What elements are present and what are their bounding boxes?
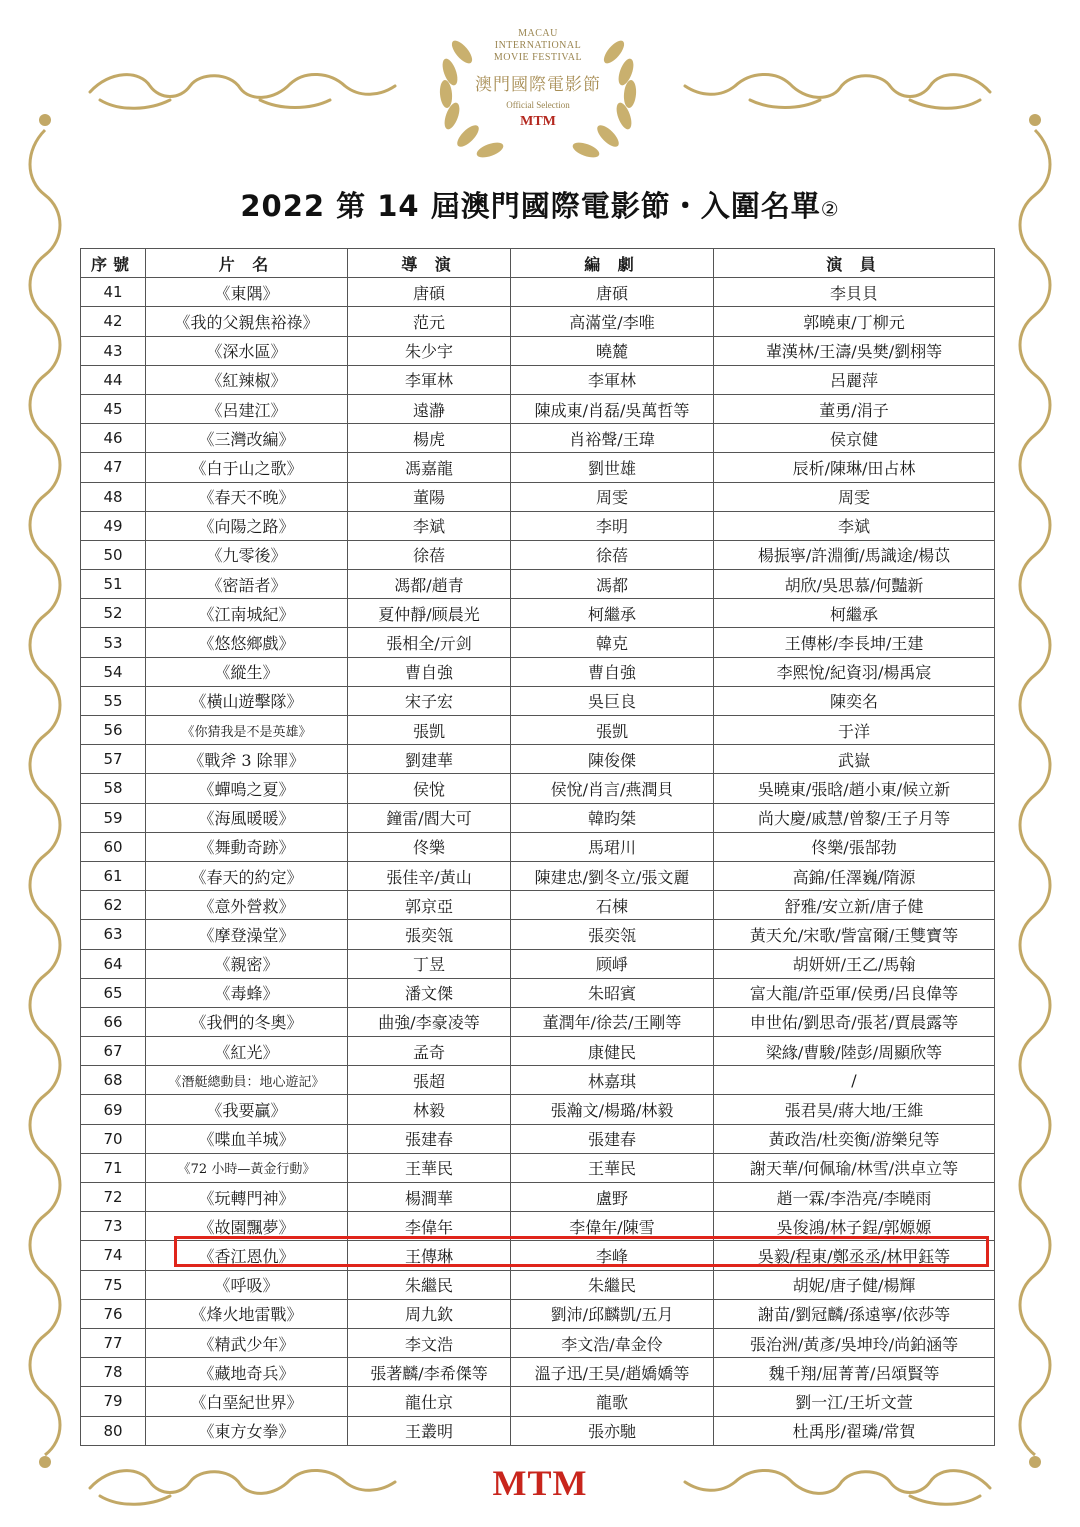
cell-number: 66 xyxy=(81,1007,146,1036)
cell-film-title: 《悠悠鄉戲》 xyxy=(146,628,348,657)
cell-number: 48 xyxy=(81,482,146,511)
table-row xyxy=(81,1007,995,1036)
cell-cast: 舒雅/安立新/唐子健 xyxy=(714,891,995,920)
cell-cast: 胡妍妍/王乙/馬翰 xyxy=(714,949,995,978)
table-row xyxy=(81,949,995,978)
cell-director: 徐蓓 xyxy=(348,540,511,569)
cell-cast: 呂麗萍 xyxy=(714,365,995,394)
cell-number: 56 xyxy=(81,716,146,745)
cell-screenwriter: 吳巨良 xyxy=(511,686,714,715)
cell-screenwriter: 康健民 xyxy=(511,1037,714,1066)
cell-director: 林毅 xyxy=(348,1095,511,1124)
cell-screenwriter: 朱繼民 xyxy=(511,1270,714,1299)
table-row xyxy=(81,745,995,774)
cell-screenwriter: 曉麓 xyxy=(511,336,714,365)
cell-director: 張超 xyxy=(348,1066,511,1095)
cell-screenwriter: 盧野 xyxy=(511,1183,714,1212)
table-row xyxy=(81,1328,995,1357)
table-row xyxy=(81,716,995,745)
cell-number: 52 xyxy=(81,599,146,628)
cell-film-title: 《深水區》 xyxy=(146,336,348,365)
table-row xyxy=(81,803,995,832)
cell-cast: 黃天允/宋歌/訾富爾/王雙寶等 xyxy=(714,920,995,949)
cell-number: 79 xyxy=(81,1387,146,1416)
cell-film-title: 《我的父親焦裕祿》 xyxy=(146,307,348,336)
cell-number: 67 xyxy=(81,1037,146,1066)
cell-film-title: 《密語者》 xyxy=(146,570,348,599)
cell-film-title: 《舞動奇跡》 xyxy=(146,832,348,861)
cell-film-title: 《意外營救》 xyxy=(146,891,348,920)
cell-director: 張凱 xyxy=(348,716,511,745)
cell-number: 78 xyxy=(81,1358,146,1387)
festival-logo xyxy=(428,12,648,162)
cell-director: 張奕瓴 xyxy=(348,920,511,949)
table-row xyxy=(81,482,995,511)
cell-film-title: 《九零後》 xyxy=(146,540,348,569)
cell-film-title: 《72 小時—黃金行動》 xyxy=(146,1153,348,1182)
cell-screenwriter: 陳俊傑 xyxy=(511,745,714,774)
cell-cast: 謝苗/劉冠麟/孫遠寧/依莎等 xyxy=(714,1299,995,1328)
header-film-title: 片 名 xyxy=(146,249,348,278)
cell-film-title: 《呂建江》 xyxy=(146,394,348,423)
cell-cast: 富大龍/許亞軍/侯勇/呂良偉等 xyxy=(714,978,995,1007)
cell-number: 64 xyxy=(81,949,146,978)
cell-cast: 黃政浩/杜奕衡/游樂兒等 xyxy=(714,1124,995,1153)
cell-cast: 梁緣/曹駿/陸彭/周顯欣等 xyxy=(714,1037,995,1066)
cell-film-title: 《向陽之路》 xyxy=(146,511,348,540)
cell-film-title: 《毒蜂》 xyxy=(146,978,348,1007)
cell-cast: 于洋 xyxy=(714,716,995,745)
header-director: 導 演 xyxy=(348,249,511,278)
cell-film-title: 《戰斧 3 除罪》 xyxy=(146,745,348,774)
table-row xyxy=(81,570,995,599)
cell-director: 楊澗華 xyxy=(348,1183,511,1212)
table-row xyxy=(81,1037,995,1066)
cell-screenwriter: 張凱 xyxy=(511,716,714,745)
cell-screenwriter: 張亦馳 xyxy=(511,1416,714,1445)
cell-number: 80 xyxy=(81,1416,146,1445)
table-row xyxy=(81,1153,995,1182)
cell-cast: 吳曉東/張晗/趙小東/候立新 xyxy=(714,774,995,803)
cell-number: 42 xyxy=(81,307,146,336)
cell-film-title: 《江南城紀》 xyxy=(146,599,348,628)
table-row xyxy=(81,920,995,949)
cell-screenwriter: 朱昭賓 xyxy=(511,978,714,1007)
cell-film-title: 《東方女拳》 xyxy=(146,1416,348,1445)
cell-director: 曲強/李豪凌等 xyxy=(348,1007,511,1036)
cell-screenwriter: 李軍林 xyxy=(511,365,714,394)
cell-cast: 李貝貝 xyxy=(714,278,995,307)
cell-cast: 輩漢林/王濤/吳樊/劉栩等 xyxy=(714,336,995,365)
cell-director: 張相全/亓剑 xyxy=(348,628,511,657)
cell-number: 55 xyxy=(81,686,146,715)
cell-number: 77 xyxy=(81,1328,146,1357)
cell-director: 李文浩 xyxy=(348,1328,511,1357)
cell-cast: 王傳彬/李長坤/王建 xyxy=(714,628,995,657)
table-row xyxy=(81,657,995,686)
table-row xyxy=(81,540,995,569)
cell-film-title: 《白堊紀世界》 xyxy=(146,1387,348,1416)
cell-director: 董陽 xyxy=(348,482,511,511)
cell-cast: 楊振寧/許淵衝/馬識途/楊苡 xyxy=(714,540,995,569)
cell-number: 62 xyxy=(81,891,146,920)
cell-number: 65 xyxy=(81,978,146,1007)
header-cast: 演 員 xyxy=(714,249,995,278)
cell-cast: 吳俊鴻/林子鋥/郭嫄嫄 xyxy=(714,1212,995,1241)
cell-cast: 張君昊/蔣大地/王維 xyxy=(714,1095,995,1124)
cell-screenwriter: 林嘉琪 xyxy=(511,1066,714,1095)
cell-screenwriter: 董潤年/徐芸/王剛等 xyxy=(511,1007,714,1036)
cell-film-title: 《三灣改編》 xyxy=(146,424,348,453)
title-text: 2022 第 14 屆澳門國際電影節・入圍名單 xyxy=(240,189,821,223)
cell-screenwriter: 唐碩 xyxy=(511,278,714,307)
cell-cast: 申世佑/劉思奇/張茗/賈晨露等 xyxy=(714,1007,995,1036)
cell-cast: 謝天華/何佩瑜/林雪/洪卓立等 xyxy=(714,1153,995,1182)
cell-cast: 杜禹彤/翟璘/常賀 xyxy=(714,1416,995,1445)
table-row xyxy=(81,453,995,482)
cell-director: 王華民 xyxy=(348,1153,511,1182)
table-row xyxy=(81,394,995,423)
table-row xyxy=(81,365,995,394)
cell-screenwriter: 徐蓓 xyxy=(511,540,714,569)
cell-director: 王傳琳 xyxy=(348,1241,511,1270)
cell-cast: 武嶽 xyxy=(714,745,995,774)
logo-brand: MTM xyxy=(520,114,556,129)
cell-director: 佟樂 xyxy=(348,832,511,861)
table-row xyxy=(81,1358,995,1387)
cell-director: 馮都/趙青 xyxy=(348,570,511,599)
cell-number: 50 xyxy=(81,540,146,569)
cell-director: 遠瀞 xyxy=(348,394,511,423)
cell-cast: / xyxy=(714,1066,995,1095)
cell-film-title: 《紅光》 xyxy=(146,1037,348,1066)
cell-film-title: 《呼吸》 xyxy=(146,1270,348,1299)
table-row xyxy=(81,307,995,336)
cell-director: 夏仲靜/顾晨光 xyxy=(348,599,511,628)
cell-director: 周九欽 xyxy=(348,1299,511,1328)
cell-number: 74 xyxy=(81,1241,146,1270)
cell-film-title: 《橫山遊擊隊》 xyxy=(146,686,348,715)
table-row xyxy=(81,686,995,715)
cell-film-title: 《玩轉門神》 xyxy=(146,1183,348,1212)
cell-screenwriter: 馮都 xyxy=(511,570,714,599)
cell-number: 51 xyxy=(81,570,146,599)
table-row xyxy=(81,278,995,307)
cell-cast: 高錦/任澤巍/隋源 xyxy=(714,861,995,890)
cell-film-title: 《喋血羊城》 xyxy=(146,1124,348,1153)
table-row xyxy=(81,1124,995,1153)
cell-number: 43 xyxy=(81,336,146,365)
cell-number: 46 xyxy=(81,424,146,453)
highlight-box xyxy=(174,1236,989,1267)
table-row xyxy=(81,511,995,540)
cell-screenwriter: 韓克 xyxy=(511,628,714,657)
table-row xyxy=(81,599,995,628)
cell-film-title: 《香江恩仇》 xyxy=(146,1241,348,1270)
cell-director: 張佳辛/黃山 xyxy=(348,861,511,890)
cell-screenwriter: 劉世雄 xyxy=(511,453,714,482)
cell-screenwriter: 周雯 xyxy=(511,482,714,511)
table-row xyxy=(81,424,995,453)
table-row xyxy=(81,861,995,890)
cell-director: 王叢明 xyxy=(348,1416,511,1445)
cell-director: 楊虎 xyxy=(348,424,511,453)
cell-number: 41 xyxy=(81,278,146,307)
cell-number: 45 xyxy=(81,394,146,423)
cell-number: 53 xyxy=(81,628,146,657)
cell-cast: 李熙悅/紀資羽/楊禹宸 xyxy=(714,657,995,686)
table-row xyxy=(81,1299,995,1328)
cell-director: 朱繼民 xyxy=(348,1270,511,1299)
cell-film-title: 《春天的約定》 xyxy=(146,861,348,890)
cell-director: 劉建華 xyxy=(348,745,511,774)
cell-cast: 吳毅/程東/鄭丞丞/林甲鈺等 xyxy=(714,1241,995,1270)
cell-director: 宋子宏 xyxy=(348,686,511,715)
cell-number: 57 xyxy=(81,745,146,774)
cell-director: 李偉年 xyxy=(348,1212,511,1241)
cell-screenwriter: 顾崢 xyxy=(511,949,714,978)
table-row xyxy=(81,1066,995,1095)
cell-film-title: 《你猜我是不是英雄》 xyxy=(146,716,348,745)
cell-screenwriter: 張奕瓴 xyxy=(511,920,714,949)
cell-number: 68 xyxy=(81,1066,146,1095)
cell-screenwriter: 張瀚文/楊璐/林毅 xyxy=(511,1095,714,1124)
cell-director: 龍仕京 xyxy=(348,1387,511,1416)
cell-cast: 劉一江/王圻文萱 xyxy=(714,1387,995,1416)
cell-screenwriter: 高滿堂/李唯 xyxy=(511,307,714,336)
cell-screenwriter: 李文浩/韋金伶 xyxy=(511,1328,714,1357)
cell-film-title: 《精武少年》 xyxy=(146,1328,348,1357)
cell-film-title: 《春天不晚》 xyxy=(146,482,348,511)
cell-cast: 柯繼承 xyxy=(714,599,995,628)
cell-film-title: 《故園飄夢》 xyxy=(146,1212,348,1241)
cell-director: 唐碩 xyxy=(348,278,511,307)
cell-cast: 董勇/涓子 xyxy=(714,394,995,423)
cell-film-title: 《蟬鳴之夏》 xyxy=(146,774,348,803)
cell-cast: 胡欣/吳思慕/何豔新 xyxy=(714,570,995,599)
cell-screenwriter: 馬珺川 xyxy=(511,832,714,861)
cell-number: 69 xyxy=(81,1095,146,1124)
header-number: 序號 xyxy=(81,249,146,278)
cell-screenwriter: 石棟 xyxy=(511,891,714,920)
cell-screenwriter: 肖裕聲/王瑋 xyxy=(511,424,714,453)
cell-screenwriter: 龍歌 xyxy=(511,1387,714,1416)
cell-cast: 陳奕名 xyxy=(714,686,995,715)
table-header-row xyxy=(81,249,995,278)
cell-number: 44 xyxy=(81,365,146,394)
table-row xyxy=(81,1416,995,1445)
cell-director: 郭京亞 xyxy=(348,891,511,920)
cell-screenwriter: 柯繼承 xyxy=(511,599,714,628)
cell-number: 60 xyxy=(81,832,146,861)
table-row xyxy=(81,1387,995,1416)
cell-screenwriter: 侯悅/肖言/燕潤貝 xyxy=(511,774,714,803)
cell-film-title: 《烽火地雷戰》 xyxy=(146,1299,348,1328)
cell-film-title: 《藏地奇兵》 xyxy=(146,1358,348,1387)
cell-film-title: 《紅辣椒》 xyxy=(146,365,348,394)
cell-number: 72 xyxy=(81,1183,146,1212)
cell-film-title: 《縱生》 xyxy=(146,657,348,686)
cell-cast: 周雯 xyxy=(714,482,995,511)
cell-film-title: 《海風暖暖》 xyxy=(146,803,348,832)
cell-cast: 尚大慶/戚慧/曾黎/王子月等 xyxy=(714,803,995,832)
cell-number: 63 xyxy=(81,920,146,949)
cell-film-title: 《東隅》 xyxy=(146,278,348,307)
page-title xyxy=(0,184,1080,225)
cell-cast: 佟樂/張郜勃 xyxy=(714,832,995,861)
table-row xyxy=(81,1270,995,1299)
cell-screenwriter: 李明 xyxy=(511,511,714,540)
cell-screenwriter: 陳建忠/劉冬立/張文麗 xyxy=(511,861,714,890)
cell-director: 孟奇 xyxy=(348,1037,511,1066)
cell-film-title: 《我要贏》 xyxy=(146,1095,348,1124)
cell-cast: 張治洲/黃彥/吳坤玲/尚鉑涵等 xyxy=(714,1328,995,1357)
cell-film-title: 《我們的冬奧》 xyxy=(146,1007,348,1036)
logo-official-selection: Official Selection xyxy=(506,100,570,110)
cell-screenwriter: 曹自強 xyxy=(511,657,714,686)
cell-director: 張建春 xyxy=(348,1124,511,1153)
cell-screenwriter: 李偉年/陳雪 xyxy=(511,1212,714,1241)
table-row xyxy=(81,832,995,861)
cell-number: 71 xyxy=(81,1153,146,1182)
cell-cast: 趙一霖/李浩亮/李曉雨 xyxy=(714,1183,995,1212)
cell-screenwriter: 李峰 xyxy=(511,1241,714,1270)
cell-film-title: 《摩登澡堂》 xyxy=(146,920,348,949)
cell-director: 潘文傑 xyxy=(348,978,511,1007)
cell-number: 76 xyxy=(81,1299,146,1328)
cell-number: 58 xyxy=(81,774,146,803)
cell-screenwriter: 王華民 xyxy=(511,1153,714,1182)
cell-cast: 郭曉東/丁柳元 xyxy=(714,307,995,336)
cell-cast: 李斌 xyxy=(714,511,995,540)
cell-screenwriter: 陳成東/肖磊/吳萬哲等 xyxy=(511,394,714,423)
cell-cast: 魏千翔/屈菁菁/呂頌賢等 xyxy=(714,1358,995,1387)
cell-director: 張著麟/李希傑等 xyxy=(348,1358,511,1387)
cell-number: 61 xyxy=(81,861,146,890)
header-screenwriter: 編 劇 xyxy=(511,249,714,278)
table-body xyxy=(81,278,995,1446)
table-row xyxy=(81,1095,995,1124)
cell-cast: 侯京健 xyxy=(714,424,995,453)
cell-director: 鐘雷/閻大可 xyxy=(348,803,511,832)
cell-film-title: 《親密》 xyxy=(146,949,348,978)
cell-number: 75 xyxy=(81,1270,146,1299)
cell-director: 范元 xyxy=(348,307,511,336)
cell-director: 丁昱 xyxy=(348,949,511,978)
cell-film-title: 《潛艇總動員：地心遊記》 xyxy=(146,1066,348,1095)
cell-number: 59 xyxy=(81,803,146,832)
table-row xyxy=(81,628,995,657)
cell-cast: 辰析/陳琳/田占林 xyxy=(714,453,995,482)
cell-film-title: 《白于山之歌》 xyxy=(146,453,348,482)
table-row xyxy=(81,336,995,365)
cell-director: 李軍林 xyxy=(348,365,511,394)
cell-director: 李斌 xyxy=(348,511,511,540)
title-suffix: ② xyxy=(820,197,840,221)
cell-number: 73 xyxy=(81,1212,146,1241)
cell-number: 54 xyxy=(81,657,146,686)
logo-chinese-text: 澳門國際電影節 xyxy=(475,75,601,94)
table-row xyxy=(81,1183,995,1212)
cell-number: 70 xyxy=(81,1124,146,1153)
cell-screenwriter: 張建春 xyxy=(511,1124,714,1153)
cell-number: 47 xyxy=(81,453,146,482)
logo-english-text: MACAU INTERNATIONAL MOVIE FESTIVAL xyxy=(493,28,583,63)
cell-screenwriter: 溫子迅/王昊/趙嬌嬌等 xyxy=(511,1358,714,1387)
cell-screenwriter: 韓昀桀 xyxy=(511,803,714,832)
cell-number: 49 xyxy=(81,511,146,540)
table-row xyxy=(81,978,995,1007)
table-row xyxy=(81,891,995,920)
table-row xyxy=(81,774,995,803)
cell-cast: 胡妮/唐子健/楊輝 xyxy=(714,1270,995,1299)
cell-screenwriter: 劉沛/邱麟凱/五月 xyxy=(511,1299,714,1328)
footer-brand: MTM xyxy=(492,1463,588,1503)
cell-director: 馮嘉龍 xyxy=(348,453,511,482)
cell-director: 曹自強 xyxy=(348,657,511,686)
cell-director: 侯悅 xyxy=(348,774,511,803)
cell-director: 朱少宇 xyxy=(348,336,511,365)
